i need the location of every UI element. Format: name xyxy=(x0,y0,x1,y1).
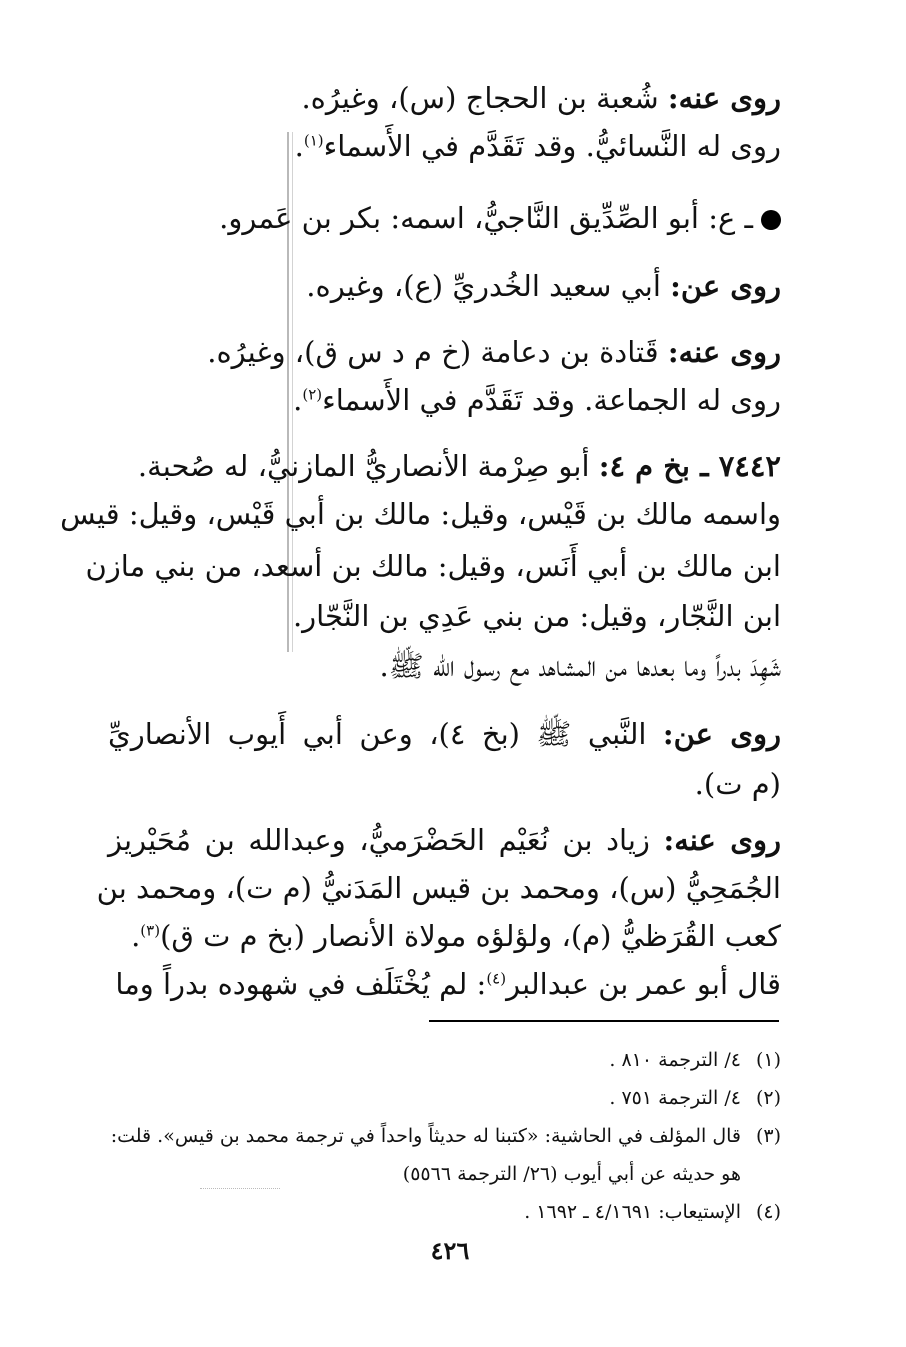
footnote-ref[interactable]: (٤) xyxy=(486,969,507,988)
line-label: روى عنه: xyxy=(667,335,781,369)
text-line-10 xyxy=(293,596,781,636)
entry-heading xyxy=(138,446,781,486)
line-text: ـ ع: أبو الصِّدِّيق النَّاجيُّ، اسمه: بكر بن عَمرو. xyxy=(219,201,753,235)
text-line-15 xyxy=(96,868,781,908)
text-line-14 xyxy=(108,820,781,860)
line-label: روى عنه: xyxy=(667,81,781,115)
text-line-11 xyxy=(380,646,782,686)
text-line-16 xyxy=(131,916,781,956)
text-line-2 xyxy=(295,126,781,166)
footnote-1 xyxy=(100,1046,781,1074)
footnote-ref[interactable]: (٢) xyxy=(302,385,323,404)
text-line-8 xyxy=(60,494,781,534)
line-text: شَهِدَ بدراً وما بعدها من المشاهد مع رسول الله ﷺ. xyxy=(379,649,781,683)
footnote-number: (١) xyxy=(755,1049,781,1071)
line-label: روى عنه: xyxy=(663,823,781,857)
footnote-number: (٤) xyxy=(755,1201,781,1223)
line-tail: . xyxy=(131,919,141,953)
line-text: (م ت). xyxy=(694,767,781,801)
line-text: قال أبو عمر بن عبدالبر xyxy=(506,967,781,1001)
text-line-9 xyxy=(85,546,781,586)
text-line-6 xyxy=(293,380,781,420)
line-tail: : لم يُخْتَلَف في شهوده بدراً وما xyxy=(115,967,487,1001)
line-text: زياد بن نُعَيْم الحَضْرَميُّ، وعبدالله بن مُحَيْريز xyxy=(108,823,664,857)
footnote-3-continued: هو حديثه عن أبي أيوب (٢٦/ الترجمة ٥٥٦٦) xyxy=(402,1163,741,1185)
line-text: أبي سعيد الخُدريِّ (ع)، وغيره. xyxy=(306,269,671,303)
footnote-number: (٢) xyxy=(755,1087,781,1109)
text-line-12 xyxy=(108,714,781,754)
line-text: أبو صِرْمة الأنصاريُّ المازنيُّ، له صُحبة. xyxy=(137,449,599,483)
text-line-4 xyxy=(306,266,781,306)
footnote-text: ٤/ الترجمة ٧٥١ . xyxy=(609,1087,741,1109)
text-line-17 xyxy=(115,964,781,1004)
footnote-number: (٣) xyxy=(755,1125,781,1147)
text-line-13 xyxy=(695,764,781,804)
footnote-3 xyxy=(100,1122,781,1150)
footnote-ref[interactable]: (٣) xyxy=(140,921,161,940)
footnote-ref[interactable]: (١) xyxy=(303,131,324,150)
entry-number: ٧٤٤٢ ـ بخ م ٤: xyxy=(598,449,781,483)
page-number: ٤٢٦ xyxy=(430,1236,470,1265)
bullet-icon xyxy=(761,210,781,230)
footnote-4 xyxy=(100,1198,781,1226)
text-line-3 xyxy=(219,198,781,238)
line-text: روى له النَّسائيُّ. وقد تَقَدَّم في الأَسماء xyxy=(323,129,781,163)
footnote-separator xyxy=(429,1020,779,1022)
line-text: الجُمَحِيُّ (س)، ومحمد بن قيس المَدَنيُّ (م ت)، ومحمد بن xyxy=(96,871,781,905)
footnote-2 xyxy=(100,1084,781,1112)
line-tail: . xyxy=(294,129,304,163)
scan-artifact xyxy=(200,1188,280,1190)
line-label: روى عن: xyxy=(662,717,782,751)
line-tail: . xyxy=(293,383,303,417)
line-text: واسمه مالك بن قَيْس، وقيل: مالك بن أبي قَيْس، وقيل: قيس xyxy=(60,497,781,531)
line-label: روى عن: xyxy=(670,269,781,303)
footnote-text: قال المؤلف في الحاشية: «كتبنا له حديثاً واحداً في ترجمة محمد بن قيس». قلت: xyxy=(110,1125,741,1147)
line-text: كعب القُرَظيُّ (م)، ولؤلؤه مولاة الأنصار (بخ م ت ق) xyxy=(160,919,781,953)
footnote-text: ٤/ الترجمة ٨١٠ . xyxy=(609,1049,741,1071)
line-text: روى له الجماعة. وقد تَقَدَّم في الأَسماء xyxy=(322,383,781,417)
line-text: ابن مالك بن أبي أَنَس، وقيل: مالك بن أسعد، من بني مازن xyxy=(85,549,781,583)
line-text: شُعبة بن الحجاج (س)، وغيرُه. xyxy=(301,81,668,115)
line-text: ابن النَّجّار، وقيل: من بني عَدِي بن النَّجّار. xyxy=(292,599,781,633)
footnote-text: الإستيعاب: ٤/١٦٩١ ـ ١٦٩٢ . xyxy=(524,1201,741,1223)
line-text: النَّبي ﷺ (بخ ٤)، وعن أبي أَيوب الأنصاريِّ xyxy=(108,717,663,751)
text-line-5 xyxy=(207,332,781,372)
text-line-1 xyxy=(301,78,781,118)
line-text: قَتادة بن دعامة (خ م د س ق)، وغيرُه. xyxy=(207,335,668,369)
